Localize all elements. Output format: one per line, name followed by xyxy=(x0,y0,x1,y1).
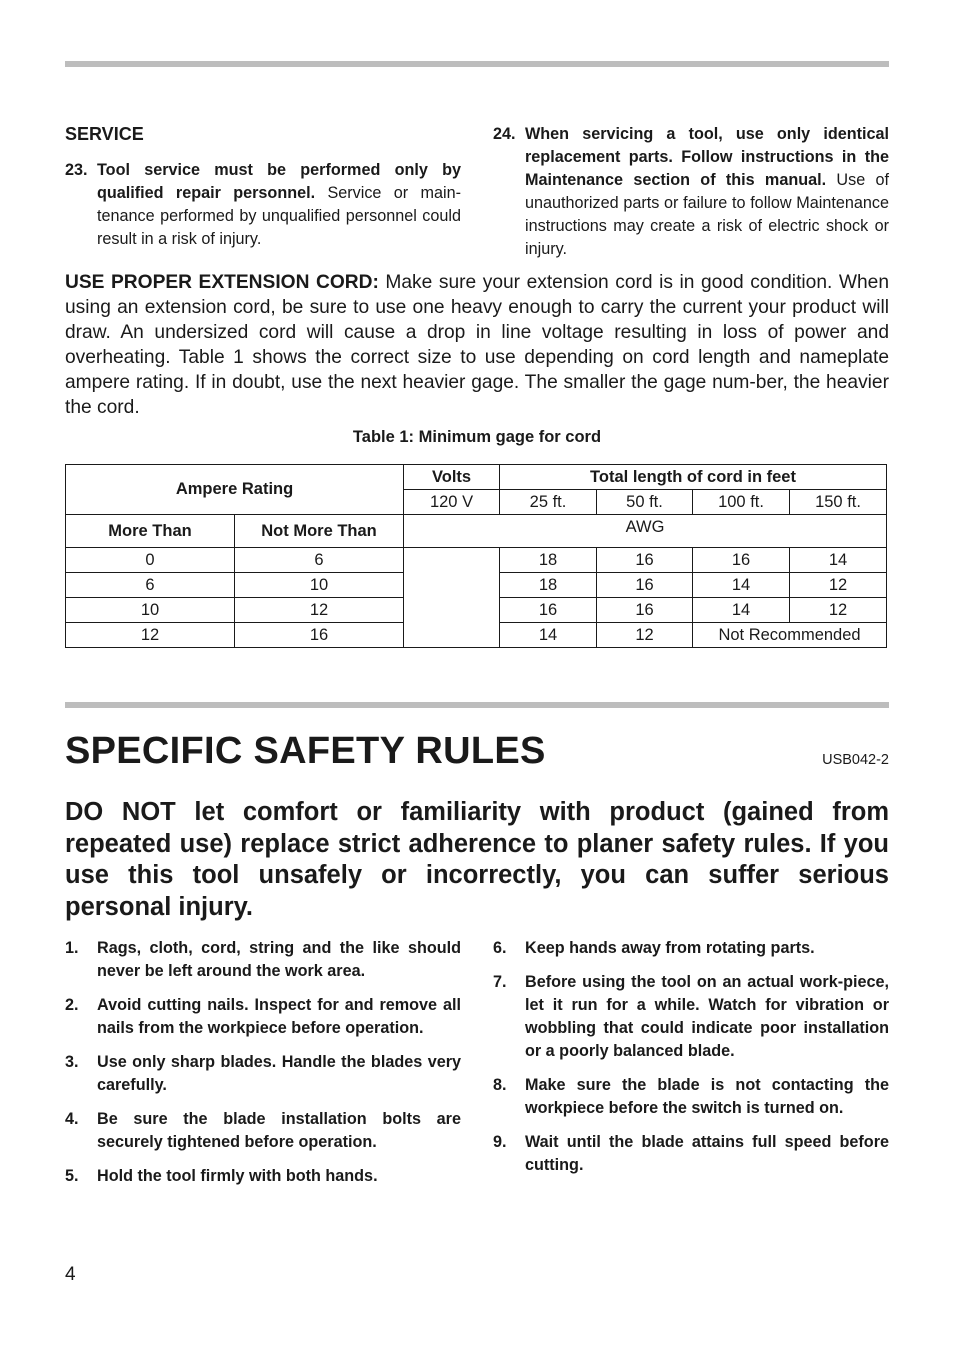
rule-item xyxy=(493,937,889,960)
rule-number: 4. xyxy=(65,1110,79,1128)
rule-number: 5. xyxy=(65,1167,79,1185)
extension-cord-text: Make sure your extension cord is in good condition. When using an extension cord, be sure to use one heavy enough to carry the current your product will draw. An undersized cord will cause a drop in line voltage resulting in loss of power and overheating. Table 1 shows the correct size to use depending on cord length and nameplate ampere rating. If in doubt, use the next heavier gage. The smaller the gage num-ber, the heavier the cord. xyxy=(65,272,889,418)
page-number: 4 xyxy=(65,1264,76,1285)
rule-number: 8. xyxy=(493,1076,507,1094)
table-cell: 6 xyxy=(235,548,404,573)
table-cell: 12 xyxy=(790,573,887,598)
rule-text: Keep hands away from rotating parts. xyxy=(525,939,815,957)
table-cell: 16 xyxy=(235,623,404,648)
service-item-24 xyxy=(493,123,889,261)
table-cell: 10 xyxy=(235,573,404,598)
table-header-row xyxy=(66,465,887,490)
awg-header: AWG xyxy=(404,515,887,548)
volts-header: Volts xyxy=(404,465,500,490)
table-cell: 14 xyxy=(500,623,597,648)
document-code: USB042-2 xyxy=(822,752,889,768)
item-text xyxy=(97,159,461,251)
not-more-than-header: Not More Than xyxy=(235,515,404,548)
table-cell: 16 xyxy=(500,598,597,623)
rule-number: 7. xyxy=(493,973,507,991)
table-cell: 16 xyxy=(693,548,790,573)
length-header: 150 ft. xyxy=(790,490,887,515)
table-cell: 6 xyxy=(66,573,235,598)
rule-number: 3. xyxy=(65,1053,79,1071)
length-header: 100 ft. xyxy=(693,490,790,515)
item-bold-text: Tool service must be performed only by qualified repair personnel. xyxy=(97,161,461,202)
table-cell: 12 xyxy=(66,623,235,648)
rule-number: 2. xyxy=(65,996,79,1014)
voltage-cell: 120 V xyxy=(404,490,500,515)
top-divider xyxy=(65,61,889,67)
rule-text: Avoid cutting nails. Inspect for and remove all nails from the workpiece before operation. xyxy=(97,996,461,1037)
safety-warning: DO NOT let comfort or familiarity with product (gained from repeated use) replace strict adherence to planer safety rules. If you use this tool unsafely or incorrectly, you can suffer serious personal injury. xyxy=(65,798,889,921)
total-length-header: Total length of cord in feet xyxy=(500,465,887,490)
rule-number: 6. xyxy=(493,939,507,957)
cord-gage-table xyxy=(65,464,887,648)
table-cell: 18 xyxy=(500,573,597,598)
rule-text: Hold the tool firmly with both hands. xyxy=(97,1167,378,1185)
table-row xyxy=(66,548,887,573)
service-left-column xyxy=(65,124,461,251)
table-cell: 16 xyxy=(597,573,693,598)
rule-item xyxy=(65,1051,461,1097)
ampere-rating-header: Ampere Rating xyxy=(66,465,404,515)
service-item-23 xyxy=(65,159,461,251)
rule-item xyxy=(65,937,461,983)
rule-item xyxy=(493,971,889,1063)
rule-text: Be sure the blade installation bolts are securely tightened before operation. xyxy=(97,1110,461,1151)
item-bold-text: When servicing a tool, use only identical replacement parts. Follow instructions in the Maintenance section of this manual. xyxy=(525,125,889,189)
rule-item xyxy=(493,1131,889,1177)
rule-item xyxy=(65,994,461,1040)
item-plain-text: Service or main-tenance performed by unqualified personnel could result in a risk of injury. xyxy=(97,184,461,248)
item-text xyxy=(525,123,889,261)
table-cell: Not Recommended xyxy=(693,623,887,648)
length-header: 50 ft. xyxy=(597,490,693,515)
rule-text: Wait until the blade attains full speed before cutting. xyxy=(525,1133,889,1174)
table-cell: 14 xyxy=(693,598,790,623)
table-cell: 10 xyxy=(66,598,235,623)
rule-item xyxy=(65,1165,461,1188)
extension-cord-paragraph xyxy=(65,270,889,420)
rule-text: Rags, cloth, cord, string and the like should never be left around the work area. xyxy=(97,939,461,980)
rule-text: Make sure the blade is not contacting the workpiece before the switch is turned on. xyxy=(525,1076,889,1117)
table-cell: 14 xyxy=(790,548,887,573)
middle-divider xyxy=(65,702,889,708)
rule-item xyxy=(493,1074,889,1120)
more-than-header: More Than xyxy=(66,515,235,548)
rules-right-column xyxy=(493,937,889,1188)
item-number: 24. xyxy=(493,125,516,143)
table-cell: 12 xyxy=(235,598,404,623)
table-cell: 18 xyxy=(500,548,597,573)
rules-left-column xyxy=(65,937,461,1199)
table-cell: 12 xyxy=(790,598,887,623)
table-cell: 0 xyxy=(66,548,235,573)
rule-number: 9. xyxy=(493,1133,507,1151)
table-cell: 12 xyxy=(597,623,693,648)
length-header: 25 ft. xyxy=(500,490,597,515)
table-caption: Table 1: Minimum gage for cord xyxy=(352,428,602,446)
table-cell: 16 xyxy=(597,598,693,623)
table-range-header-row xyxy=(66,515,887,548)
item-plain-text: Use of unauthorized parts or failure to follow Maintenance instructions may create a risk of electric shock or injury. xyxy=(525,171,889,258)
table-cell: 16 xyxy=(597,548,693,573)
item-number: 23. xyxy=(65,161,88,179)
rule-text: Use only sharp blades. Handle the blades very carefully. xyxy=(97,1053,461,1094)
rule-item xyxy=(65,1108,461,1154)
section-title: SPECIFIC SAFETY RULES xyxy=(65,730,546,772)
rule-text: Before using the tool on an actual work-piece, let it run for a while. Watch for vibration or wobbling that could indicate poor installation or a poorly balanced blade. xyxy=(525,973,889,1060)
empty-volts-cell xyxy=(404,548,500,648)
table-cell: 14 xyxy=(693,573,790,598)
extension-cord-heading: USE PROPER EXTENSION CORD: xyxy=(65,272,379,293)
service-right-column xyxy=(493,123,889,261)
service-heading: SERVICE xyxy=(65,124,144,144)
rule-number: 1. xyxy=(65,939,79,957)
